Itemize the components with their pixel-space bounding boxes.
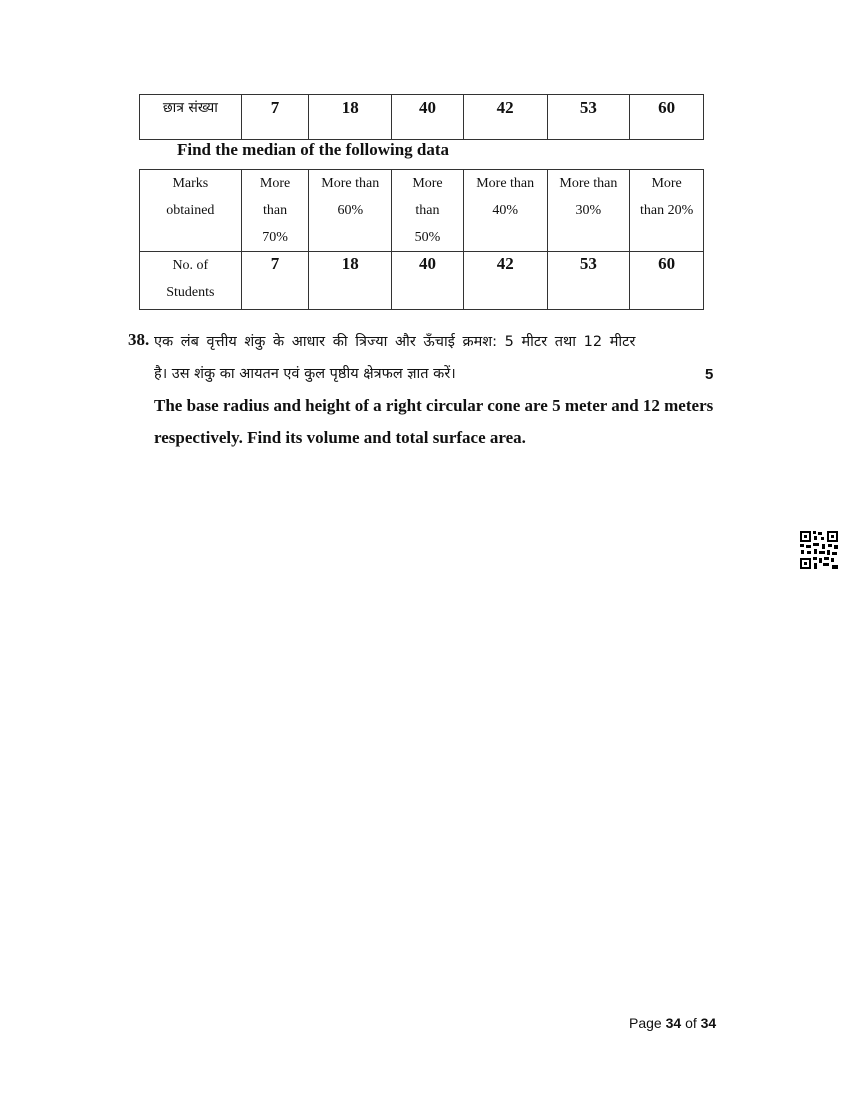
header-cell [463, 170, 547, 252]
header-line: 60% [337, 203, 364, 218]
table-cell: 7 [241, 95, 309, 140]
table-cell: 53 [547, 95, 630, 140]
header-line: 40% [492, 203, 519, 218]
median-data-table [139, 169, 704, 310]
footer-total-pages: 34 [700, 1015, 717, 1031]
student-count-table [139, 94, 704, 140]
header-line: than [415, 203, 440, 218]
header-line: Marks [172, 176, 209, 191]
qr-code-icon [799, 530, 839, 570]
row-label [140, 252, 242, 310]
instruction-text: Find the median of the following data [177, 140, 450, 159]
header-cell [392, 170, 464, 252]
header-line: than 20% [639, 203, 694, 218]
header-cell-marks [140, 170, 242, 252]
table-cell: 60 [630, 95, 704, 140]
header-line: More than [476, 176, 535, 191]
row-label-line: No. of [172, 258, 209, 273]
header-cell [241, 170, 309, 252]
question-marks: 5 [705, 366, 714, 383]
table-cell: 53 [547, 252, 630, 310]
header-line: More [259, 176, 291, 191]
header-line: 50% [414, 230, 441, 245]
header-line: obtained [166, 203, 215, 218]
header-cell [309, 170, 392, 252]
row-label: छात्र संख्या [140, 95, 242, 140]
header-line: More than [321, 176, 380, 191]
table-cell: 40 [392, 252, 464, 310]
table-cell: 60 [630, 252, 704, 310]
question-english-line-1: The base radius and height of a right circular cone are 5 meter and 12 meters [154, 396, 714, 415]
table-row [140, 95, 704, 140]
table-cell: 7 [241, 252, 309, 310]
header-line: More [651, 176, 682, 191]
header-line: 70% [262, 230, 288, 245]
table-row [140, 170, 704, 252]
table-cell: 42 [463, 95, 547, 140]
question-number: 38. [128, 330, 150, 349]
row-label-line: Students [166, 285, 215, 300]
table-cell: 18 [309, 95, 392, 140]
footer-of: of [685, 1015, 697, 1031]
header-cell [547, 170, 630, 252]
header-line: 30% [575, 203, 602, 218]
table-cell: 42 [463, 252, 547, 310]
header-cell [630, 170, 704, 252]
table-cell: 40 [392, 95, 464, 140]
table-cell: 18 [309, 252, 392, 310]
table-row [140, 252, 704, 310]
header-line: More [412, 176, 443, 191]
footer-prefix: Page [629, 1015, 662, 1031]
header-line: than [263, 203, 288, 218]
header-line: More than [559, 176, 618, 191]
question-english-line-2: respectively. Find its volume and total surface area. [154, 428, 526, 447]
page-footer [629, 1015, 716, 1031]
footer-current-page: 34 [665, 1015, 682, 1031]
question-hindi-line-1: एक लंब वृत्तीय शंकु के आधार की त्रिज्या और ऊँचाई क्रमश: 5 मीटर तथा 12 मीटर [154, 334, 636, 350]
question-hindi-line-2: है। उस शंकु का आयतन एवं कुल पृष्ठीय क्षेत्रफल ज्ञात करें। [154, 366, 456, 382]
